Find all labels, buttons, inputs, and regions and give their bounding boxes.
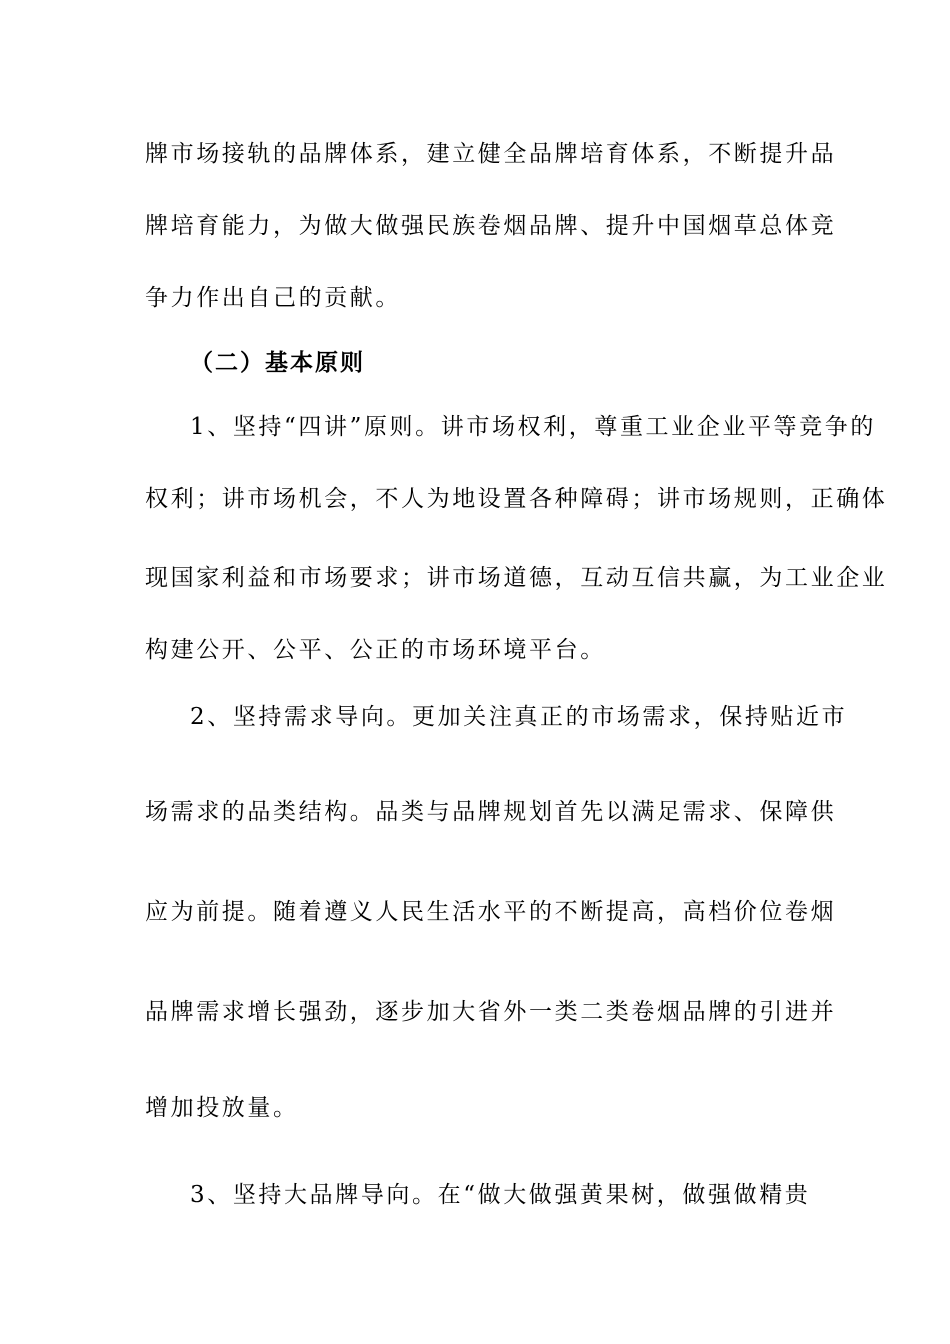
paragraph-line: 牌市场接轨的品牌体系，建立健全品牌培育体系，不断提升品 xyxy=(145,141,837,167)
paragraph-line: 争力作出自己的贡献。 xyxy=(145,285,401,311)
paragraph-line: 权利；讲市场机会，不人为地设置各种障碍；讲市场规则，正确体 xyxy=(145,486,888,512)
paragraph-line: 2、坚持需求导向。更加关注真正的市场需求，保持贴近市 xyxy=(190,704,848,730)
paragraph-line: 增加投放量。 xyxy=(145,1095,299,1121)
paragraph-line: 场需求的品类结构。品类与品牌规划首先以满足需求、保障供 xyxy=(145,799,837,825)
paragraph-line: 3、坚持大品牌导向。在“做大做强黄果树，做强做精贵 xyxy=(190,1182,811,1208)
paragraph-line: 品牌需求增长强劲，逐步加大省外一类二类卷烟品牌的引进并 xyxy=(145,999,837,1025)
paragraph-line: 现国家利益和市场要求；讲市场道德，互动互信共赢，为工业企业 xyxy=(145,565,888,591)
paragraph-line: 构建公开、公平、公正的市场环境平台。 xyxy=(145,637,606,663)
section-heading: （二）基本原则 xyxy=(190,349,365,376)
paragraph-line: 牌培育能力，为做大做强民族卷烟品牌、提升中国烟草总体竞 xyxy=(145,213,837,239)
paragraph-line: 1、坚持“四讲”原则。讲市场权利，尊重工业企业平等竞争的 xyxy=(190,414,876,440)
paragraph-line: 应为前提。随着遵义人民生活水平的不断提高，高档价位卷烟 xyxy=(145,899,837,925)
